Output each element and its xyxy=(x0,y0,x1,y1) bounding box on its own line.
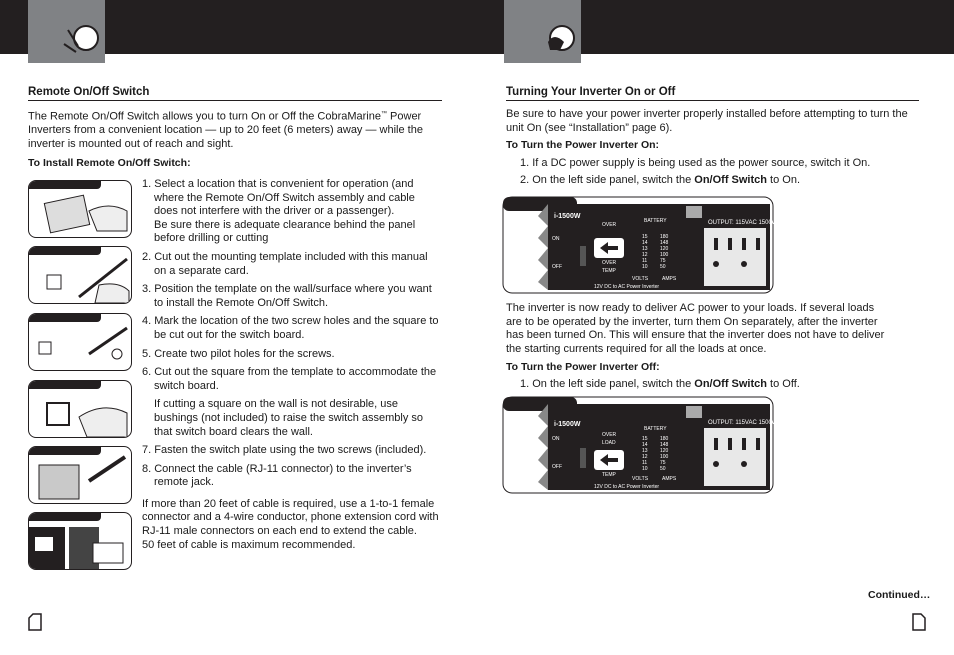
svg-text:11: 11 xyxy=(642,258,648,264)
remote-intro: The Remote On/Off Switch allows you to turn On or Off the CobraMarine™ Power Inverters from a convenient location — up to 20 feet (6 meters) away — while the inverter is mounted out of reach and sight. xyxy=(28,110,423,150)
svg-text:ON: ON xyxy=(552,436,560,442)
step-7: 7. Fasten the switch plate using the two screws (included). xyxy=(142,444,427,457)
svg-text:OFF: OFF xyxy=(552,264,562,270)
svg-text:13: 13 xyxy=(642,448,648,454)
page-corner-left xyxy=(28,613,42,631)
figure-fasten-plate xyxy=(28,446,132,504)
step-6-note: If cutting a square on the wall is not desirable, use bushings (not included) to raise the switch assembly so that switch board clears the wall. xyxy=(154,398,424,438)
svg-text:OVER: OVER xyxy=(602,260,617,266)
svg-text:12V DC to AC Power Inverter: 12V DC to AC Power Inverter xyxy=(594,284,660,290)
svg-text:TEMP: TEMP xyxy=(602,268,616,274)
model-label: i-1500W xyxy=(554,213,581,220)
inverter-figure-on xyxy=(502,196,774,294)
svg-text:50: 50 xyxy=(660,466,666,472)
svg-text:75: 75 xyxy=(660,460,666,466)
svg-text:TEMP: TEMP xyxy=(602,472,616,478)
svg-text:120: 120 xyxy=(660,246,669,252)
page-corner-right xyxy=(912,613,926,631)
figure-mark-holes xyxy=(28,313,132,371)
step-1: 1. Select a location that is convenient for operation (and where the Remote On/Off Switch assembly and cable does not interfere with the driver or a passenger). xyxy=(142,178,415,218)
figure-cut-template xyxy=(28,246,132,304)
svg-text:VOLTS: VOLTS xyxy=(632,276,649,282)
svg-text:i-1500W: i-1500W xyxy=(554,421,581,428)
svg-text:100: 100 xyxy=(660,454,669,460)
section-heading-remote: Remote On/Off Switch xyxy=(28,86,442,101)
svg-text:15: 15 xyxy=(642,436,648,442)
section-heading-turning: Turning Your Inverter On or Off xyxy=(506,86,919,101)
step-2: 2. Cut out the mounting template included with this manual on a separate card. xyxy=(142,250,428,277)
svg-text:12V DC to AC Power Inverter: 12V DC to AC Power Inverter xyxy=(594,484,660,490)
figure-select-location xyxy=(28,180,132,238)
remote-switch-icon xyxy=(28,0,105,63)
cable-extension-note: If more than 20 feet of cable is required, use a 1-to-1 female connector and a 4-wire conductor, phone extension cord with RJ-11 male connectors on each end to extend the cable. xyxy=(142,497,439,538)
svg-text:50: 50 xyxy=(660,264,666,270)
ready-text: The inverter is now ready to deliver AC power to your loads. If several loads are to be operated by the inverter, turn them On separately, after the inverter has been turned On. This will ensure that the inverter does not have to deliver the starting currents required for all the loads at once. xyxy=(506,302,885,355)
install-steps xyxy=(142,178,440,552)
svg-text:148: 148 xyxy=(660,442,669,448)
figure-connect-cable xyxy=(28,512,132,570)
right-column xyxy=(506,86,919,188)
header-bar xyxy=(0,0,954,54)
step-4: 4. Mark the location of the two screw holes and the square to be cut out for the switch board. xyxy=(142,315,439,341)
on-step-1: 1. If a DC power supply is being used as the power source, switch it On. xyxy=(520,156,871,169)
inverter-figure-off xyxy=(502,396,774,494)
section-tab-right xyxy=(504,0,581,63)
svg-text:OUTPUT: 115VAC 1500W: OUTPUT: 115VAC 1500W xyxy=(708,420,774,426)
svg-text:AMPS: AMPS xyxy=(662,476,677,482)
svg-text:100: 100 xyxy=(660,252,669,258)
svg-text:BATTERY: BATTERY xyxy=(644,218,667,224)
svg-text:OVER: OVER xyxy=(602,432,617,438)
continued-label: Continued… xyxy=(868,589,931,601)
svg-text:120: 120 xyxy=(660,448,669,454)
step-8: 8. Connect the cable (RJ-11 connector) to the inverter’s remote jack. xyxy=(142,462,412,489)
svg-text:OUTPUT: 115VAC 1500W: OUTPUT: 115VAC 1500W xyxy=(708,220,774,226)
svg-text:75: 75 xyxy=(660,258,666,264)
on-heading: To Turn the Power Inverter On: xyxy=(506,139,660,152)
inverter-icon xyxy=(504,0,581,63)
install-heading: To Install Remote On/Off Switch: xyxy=(28,157,191,170)
svg-text:ON: ON xyxy=(552,236,560,242)
svg-text:12: 12 xyxy=(642,252,648,258)
step-3: 3. Position the template on the wall/surface where you want to install the Remote On/Off Switch. xyxy=(142,283,432,309)
cable-max-note: 50 feet of cable is maximum recommended. xyxy=(142,538,356,551)
svg-text:OFF: OFF xyxy=(552,464,562,470)
turning-intro: Be sure to have your power inverter properly installed before attempting to turn the unit On (see “Installation” page 6). xyxy=(506,108,908,134)
svg-text:12: 12 xyxy=(642,454,648,460)
step-1-note: Be sure there is adequate clearance behind the panel before drilling or cutting xyxy=(154,218,416,245)
off-step-1: 1. On the left side panel, switch the On/Off Switch to Off. xyxy=(520,378,800,390)
section-tab-left xyxy=(28,0,105,63)
svg-text:180: 180 xyxy=(660,436,669,442)
step-5: 5. Create two pilot holes for the screws. xyxy=(142,347,335,360)
figure-cut-square xyxy=(28,380,132,438)
left-column xyxy=(28,86,442,171)
svg-text:148: 148 xyxy=(660,240,669,246)
svg-text:180: 180 xyxy=(660,234,669,240)
off-heading: To Turn the Power Inverter Off: xyxy=(506,361,660,373)
svg-text:15: 15 xyxy=(642,234,648,240)
on-step-2: 2. On the left side panel, switch the On/Off Switch to On. xyxy=(520,174,801,187)
svg-text:AMPS: AMPS xyxy=(662,276,677,282)
svg-text:LOAD: LOAD xyxy=(602,440,616,446)
svg-text:13: 13 xyxy=(642,246,648,252)
svg-text:OVER: OVER xyxy=(602,222,617,228)
svg-text:BATTERY: BATTERY xyxy=(644,426,667,432)
svg-text:11: 11 xyxy=(642,460,648,466)
svg-text:10: 10 xyxy=(642,264,648,270)
step-6: 6. Cut out the square from the template to accommodate the switch board. xyxy=(142,366,437,392)
svg-text:10: 10 xyxy=(642,466,648,472)
svg-text:14: 14 xyxy=(642,442,648,448)
svg-text:VOLTS: VOLTS xyxy=(632,476,649,482)
svg-text:14: 14 xyxy=(642,240,648,246)
